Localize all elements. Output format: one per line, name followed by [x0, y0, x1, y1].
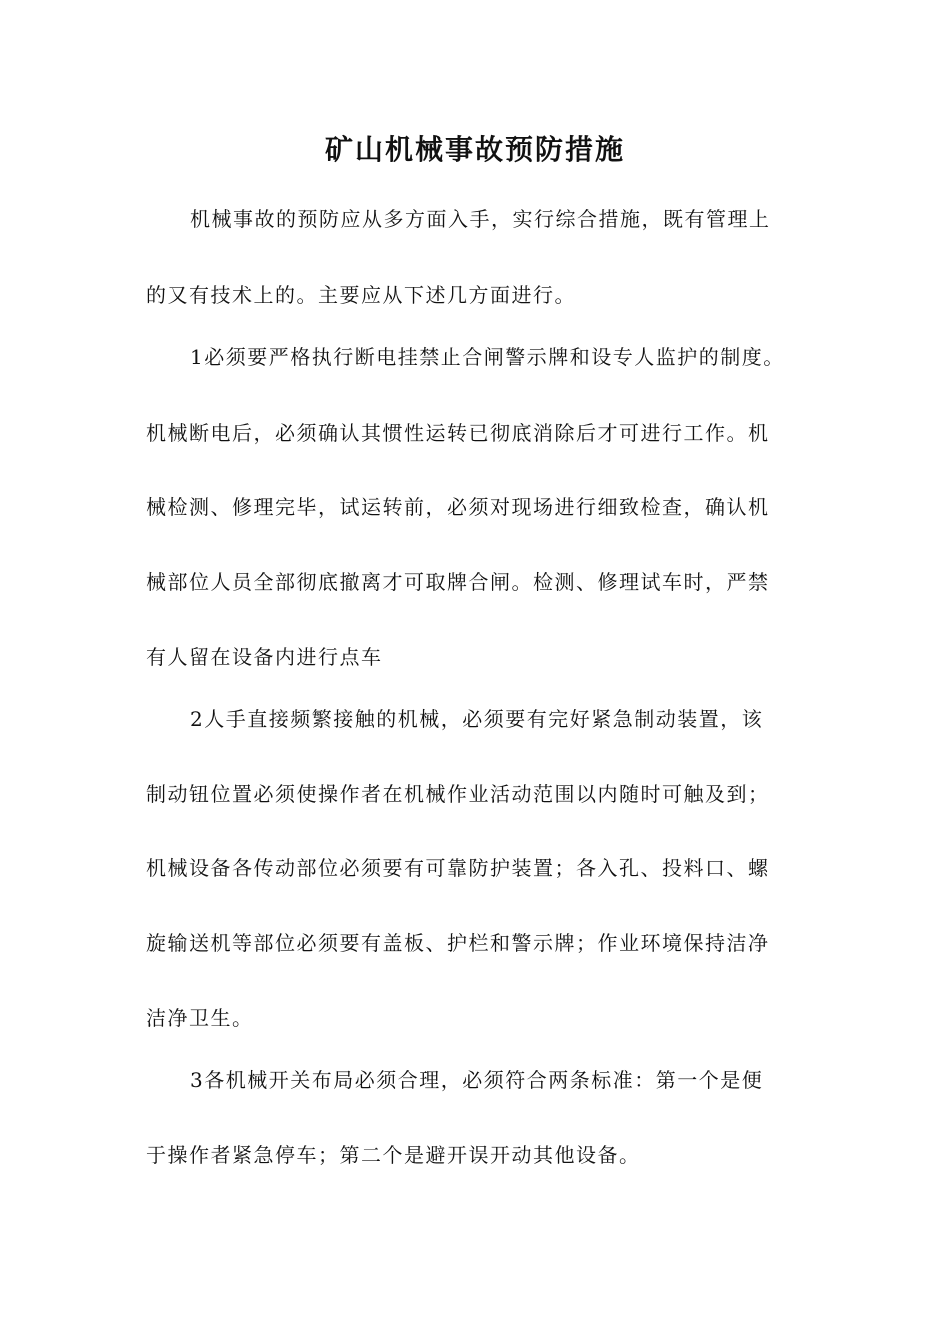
paragraph-1-line-2: 机械断电后，必须确认其惯性运转已彻底消除后才可进行工作。机: [146, 421, 770, 445]
paragraph-1-line-4: 械部位人员全部彻底撤离才可取牌合闸。检测、修理试车时，严禁: [146, 570, 770, 594]
paragraph-1-line-5: 有人留在设备内进行点车: [146, 645, 383, 669]
paragraph-3-line-2: 于操作者紧急停车；第二个是避开误开动其他设备。: [146, 1143, 641, 1167]
paragraph-2-line-2: 制动钮位置必须使操作者在机械作业活动范围以内随时可触及到；: [146, 782, 770, 806]
paragraph-intro-line-2: 的又有技术上的。主要应从下述几方面进行。: [146, 283, 576, 307]
document-title: 矿山机械事故预防措施: [324, 133, 625, 166]
paragraph-2-line-1: 2人手直接频繁接触的机械，必须要有完好紧急制动装置，该: [190, 707, 764, 731]
paragraph-1-line-3: 械检测、修理完毕，试运转前，必须对现场进行细致检查，确认机: [146, 495, 770, 519]
paragraph-2-line-5: 洁净卫生。: [146, 1006, 254, 1030]
paragraph-3-line-1: 3各机械开关布局必须合理，必须符合两条标准：第一个是便: [190, 1068, 764, 1092]
paragraph-intro-line-1: 机械事故的预防应从多方面入手，实行综合措施，既有管理上: [190, 207, 771, 231]
paragraph-1-line-1: 1必须要严格执行断电挂禁止合闸警示牌和设专人监护的制度。: [190, 345, 785, 369]
paragraph-2-line-3: 机械设备各传动部位必须要有可靠防护装置；各入孔、投料口、螺: [146, 856, 770, 880]
paragraph-2-line-4: 旋输送机等部位必须要有盖板、护栏和警示牌；作业环境保持洁净: [146, 931, 770, 955]
